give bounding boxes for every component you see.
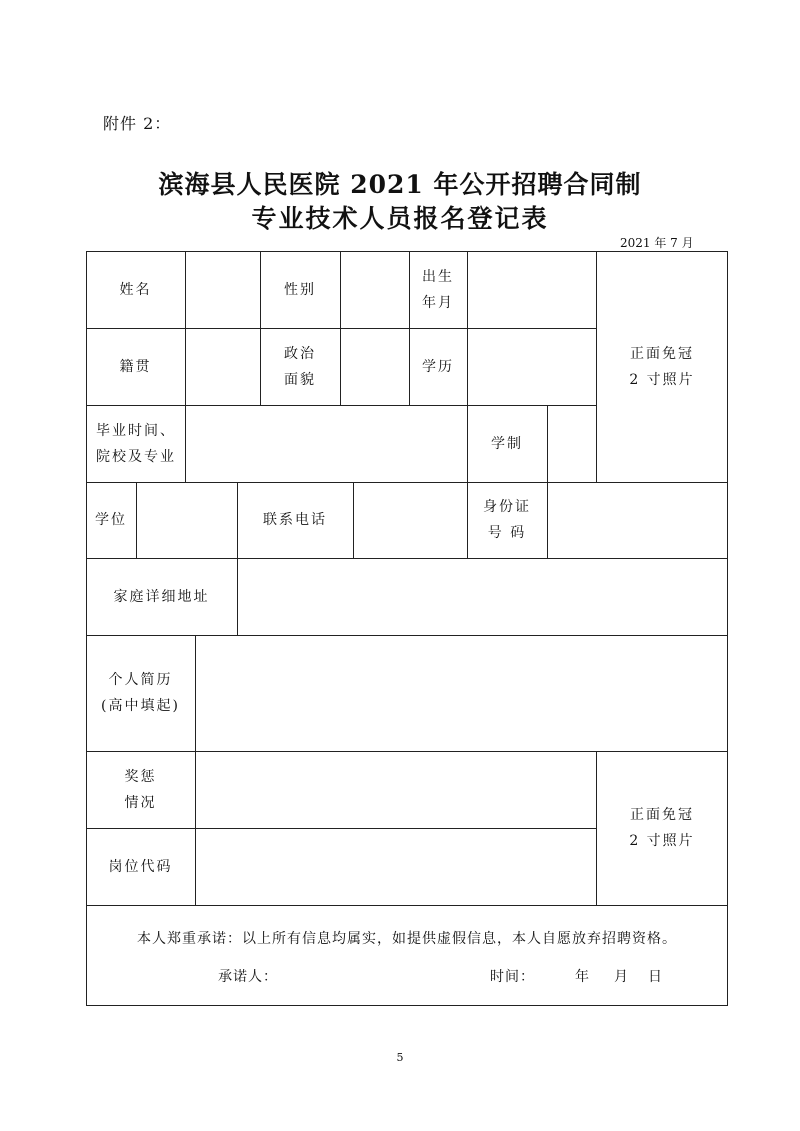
photo-placeholder-bottom: 正面免冠 2 寸照片 <box>629 807 695 849</box>
time-label: 时间： <box>490 969 535 985</box>
native-place-label: 籍贯 <box>119 358 152 375</box>
attachment-label: 附件 2： <box>103 114 172 133</box>
id-number-label: 身份证 号 码 <box>483 499 531 541</box>
degree-label: 学位 <box>95 512 127 528</box>
awards-label: 奖惩 情况 <box>124 768 157 811</box>
birth-date-label: 出生 年月 <box>422 268 454 311</box>
photo-placeholder-top: 正面免冠 2 寸照片 <box>629 345 695 388</box>
gender-label: 性别 <box>284 281 316 298</box>
day-label: 日 <box>648 969 663 985</box>
form-title-line2: 专业技术人员报名登记表 <box>251 204 549 233</box>
month-label: 月 <box>614 969 629 985</box>
form-title-line1: 滨海县人民医院 2021 年公开招聘合同制 <box>158 170 642 199</box>
schooling-length-label: 学制 <box>491 435 523 452</box>
name-label: 姓名 <box>119 281 152 298</box>
resume-label: 个人简历 (高中填起) <box>101 672 180 714</box>
position-code-label: 岗位代码 <box>108 858 173 875</box>
education-label: 学历 <box>422 358 454 375</box>
year-label: 年 <box>575 969 590 985</box>
home-address-label: 家庭详细地址 <box>113 588 210 605</box>
page-number: 5 <box>396 1051 404 1064</box>
graduation-info-label: 毕业时间、 院校及专业 <box>96 422 176 465</box>
political-status-label: 政治 面貌 <box>284 345 316 388</box>
phone-label: 联系电话 <box>263 512 327 528</box>
signer-label: 承诺人： <box>218 969 278 985</box>
form-date: 2021 年 7 月 <box>620 236 694 250</box>
pledge-statement: 本人郑重承诺：以上所有信息均属实，如提供虚假信息，本人自愿放弃招聘资格。 <box>137 931 677 947</box>
